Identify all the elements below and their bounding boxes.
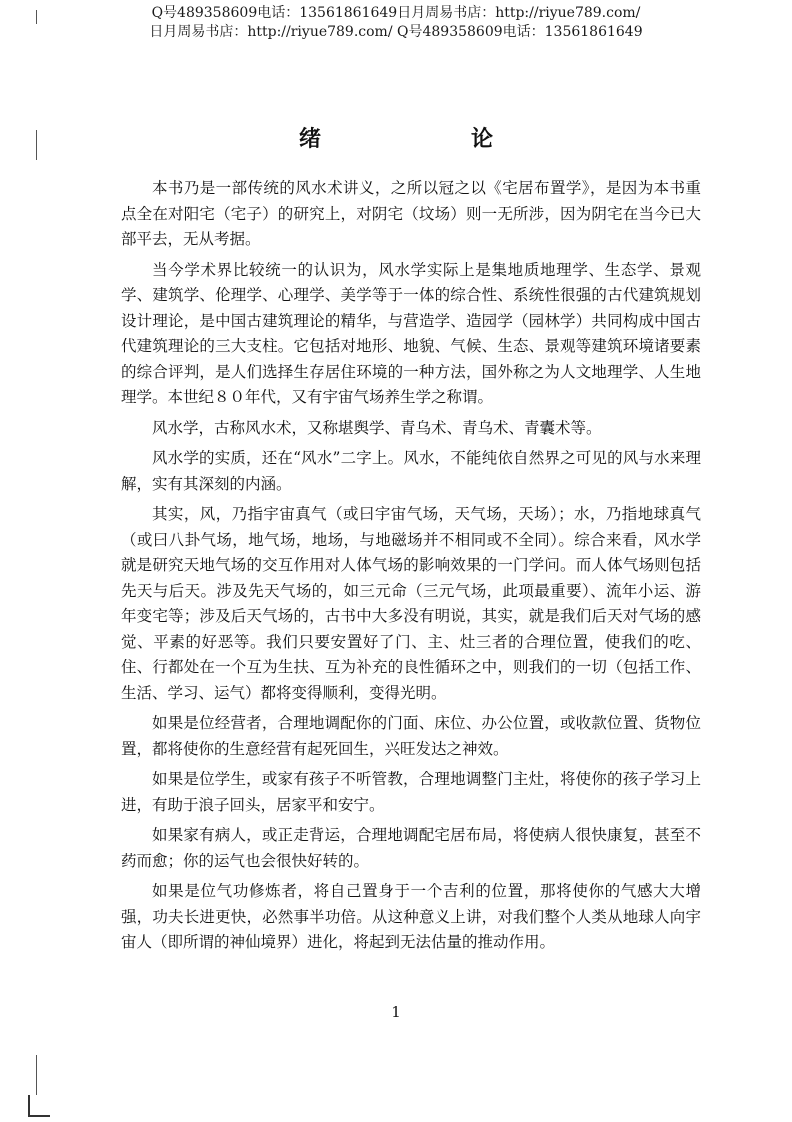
scan-margin-mark: [36, 1055, 37, 1095]
page-header: [0, 4, 792, 42]
scan-margin-mark: [36, 10, 37, 24]
paragraph: 如果家有病人，或正走背运，合理地调配宅居布局，将使病人很快康复，甚至不药而愈；你的运气也会很快好转的。: [121, 826, 701, 870]
paragraph: 如果是位学生，或家有孩子不听管教，合理地调整门主灶，将使你的孩子学习上进，有助于浪子回头，居家平和安宁。: [121, 770, 701, 814]
scan-corner-mark: [28, 1095, 50, 1117]
paragraph: 当今学术界比较统一的认识为，风水学实际上是集地质地理学、生态学、景观学、建筑学、伦理学、心理学、美学等于一体的综合性、系统性很强的古代建筑规划设计理论，是中国古建筑理论的精华，与营造学、造园学（园林学）共同构成中国古代建筑理论的三大支柱。它包括对地形、地貌、气候、生态、景观等建筑环境诸要素的综合评判，是人们选择生存居住环境的一种方法，国外称之为人文地理学、人生地理学。本世纪８０年代，又有宇宙气场养生学之称谓。: [121, 260, 701, 406]
page-number: 1: [391, 1003, 401, 1021]
paragraph: 风水学，古称风水术，又称堪舆学、青乌术、青乌术、青囊术等。: [152, 418, 602, 437]
paragraph: 本书乃是一部传统的风水术讲义，之所以冠之以《宅居布置学》，是因为本书重点全在对阳宅（宅子）的研究上，对阴宅（坟场）则一无所涉，因为阴宅在当今已大部平去，无从考据。: [121, 179, 701, 248]
paragraph: 如果是位气功修炼者，将自己置身于一个吉利的位置，那将使你的气感大大增强，功夫长进更快，必然事半功倍。从这种意义上讲，对我们整个人类从地球人向宇宙人（即所谓的神仙境界）进化，将起到无法估量的推动作用。: [121, 882, 701, 951]
header-line-1: Q号489358609电话：13561861649日月周易书店：http://riyue789.com/: [151, 5, 641, 21]
paragraph: 风水学的实质，还在“风水”二字上。风水，不能纯依自然界之可见的风与水来理解，实有其深刻的内涵。: [121, 449, 701, 493]
paragraph: 其实，风，乃指宇宙真气（或曰宇宙气场，天气场，天场）；水，乃指地球真气（或曰八卦气场，地气场，地场，与地磁场并不相同或不全同）。综合来看，风水学就是研究天地气场的交互作用对人体气场的影响效果的一门学问。而人体气场则包括先天与后天。涉及先天气场的，如三元命（三元气场，此项最重要）、流年小运、游年变宅等；涉及后天气场的，古书中大多没有明说，其实，就是我们后天对气场的感觉、平素的好恶等。我们只要安置好了门、主、灶三者的合理位置，使我们的吃、住、行都处在一个互为生扶、互为补充的良性循环之中，则我们的一切（包括工作、生活、学习、运气）都将变得顺利，变得光明。: [121, 505, 701, 702]
header-line-2: 日月周易书店：http://riyue789.com/ Q号489358609电话：13561861649: [149, 24, 643, 40]
body-text: [121, 176, 701, 961]
paragraph: 如果是位经营者，合理地调配你的门面、床位、办公位置，或收款位置、货物位置，都将使你的生意经营有起死回生，兴旺发达之神效。: [121, 714, 701, 758]
chapter-title: 绪论: [298, 126, 643, 152]
